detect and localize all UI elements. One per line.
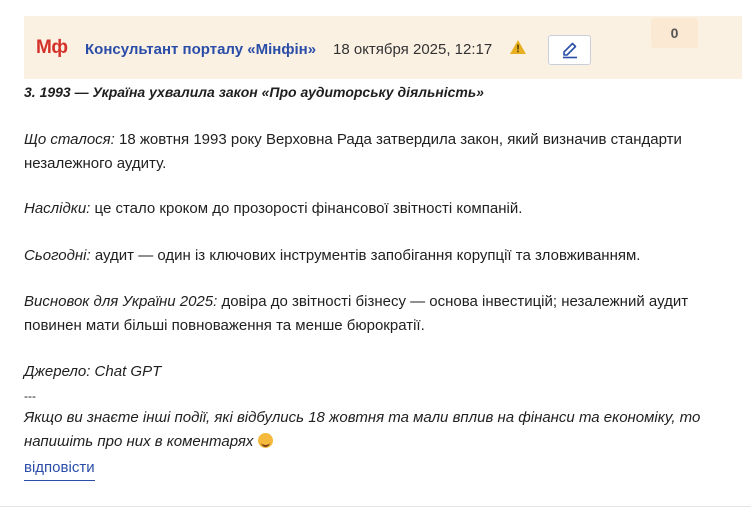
today-label: Сьогодні: bbox=[24, 247, 91, 264]
source-line: Джерело: Chat GPT bbox=[24, 363, 162, 380]
divider-text: --- bbox=[24, 389, 36, 403]
grinning-face-icon bbox=[258, 433, 273, 448]
post-header bbox=[24, 16, 742, 79]
conclusion-text: довіра до звітності бізнесу — основа інвестицій; незалежний аудит повинен мати більші повноваження та менше бюрократії. bbox=[24, 293, 689, 334]
minfin-logo: Мф bbox=[36, 37, 68, 58]
divider-line bbox=[0, 506, 751, 507]
what-happened-label: Що сталося: bbox=[24, 131, 115, 148]
post-date: 18 октября 2025, 12:17 bbox=[333, 41, 493, 58]
post-heading: 3. 1993 — Україна ухвалила закон «Про аудиторську діяльність» bbox=[24, 84, 484, 100]
paragraph-consequences bbox=[24, 197, 724, 221]
closing-text: Якщо ви знаєте інші події, які відбулись 18 жовтня та мали вплив на фінанси та економіку, то напишіть про них в коментарях bbox=[24, 409, 701, 450]
edit-button[interactable] bbox=[548, 35, 591, 65]
closing-paragraph bbox=[24, 406, 724, 454]
pencil-icon bbox=[560, 40, 580, 60]
author-link[interactable]: Консультант порталу «Мінфін» bbox=[85, 41, 317, 58]
paragraph-today bbox=[24, 244, 724, 268]
what-happened-text: 18 жовтня 1993 року Верховна Рада затвердила закон, який визначив стандарти незалежного аудиту. bbox=[24, 131, 682, 172]
consequences-text: це стало кроком до прозорості фінансової звітності компаній. bbox=[90, 200, 523, 217]
consequences-label: Наслідки: bbox=[24, 200, 91, 217]
warning-icon[interactable] bbox=[509, 38, 527, 56]
counter-badge[interactable]: 0 bbox=[651, 18, 698, 48]
reply-link[interactable]: відповісти bbox=[24, 458, 95, 481]
today-text: аудит — один із ключових інструментів запобігання корупції та зловживанням. bbox=[90, 247, 641, 264]
paragraph-what-happened bbox=[24, 128, 724, 176]
conclusion-label: Висновок для України 2025: bbox=[24, 293, 218, 310]
paragraph-conclusion bbox=[24, 290, 724, 338]
